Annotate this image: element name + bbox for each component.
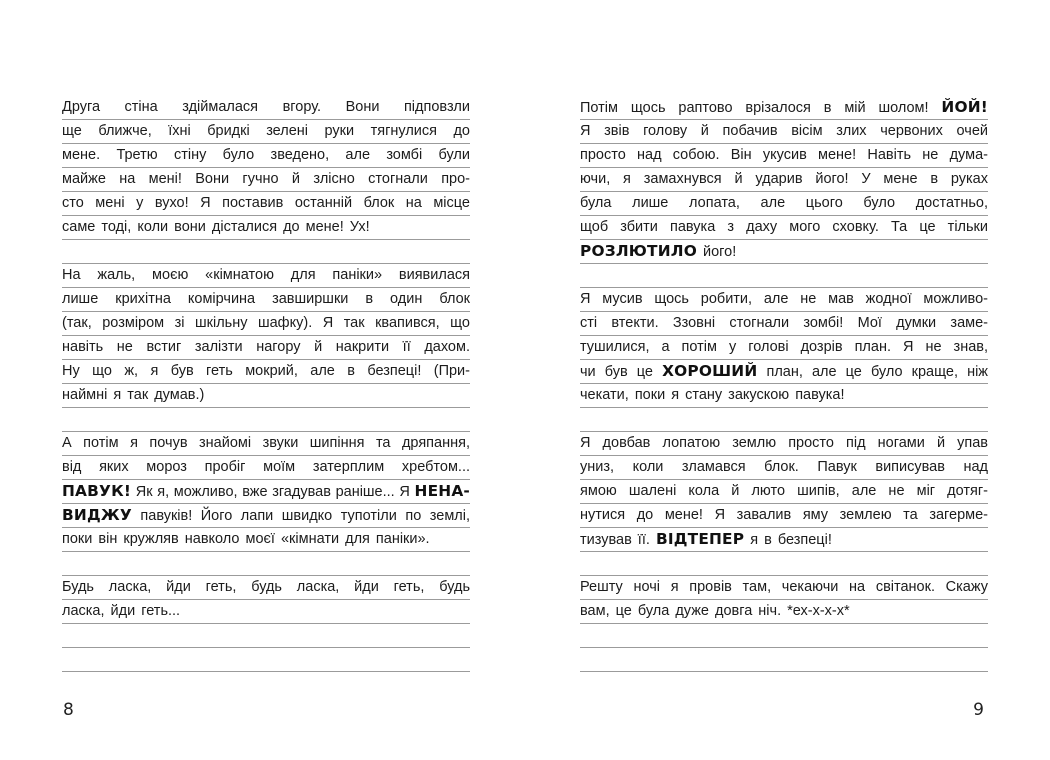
text-line bbox=[580, 528, 988, 552]
text-line bbox=[580, 360, 988, 384]
text-run: Я довбав лопатою землю просто під ногами й упав bbox=[580, 435, 988, 451]
text-line bbox=[580, 216, 988, 240]
blank-ruled-line bbox=[580, 408, 988, 432]
text-run: від яких мороз пробіг моїм затерплим хребтом... bbox=[62, 459, 470, 475]
text-line bbox=[580, 288, 988, 312]
text-run: Я мусив щось робити, але не мав жодної можливо- bbox=[580, 291, 988, 307]
text-run: Я звів голову й побачив вісім злих червоних очей bbox=[580, 123, 988, 139]
text-run: чекати, поки я стану закускою павука! bbox=[580, 387, 845, 403]
text-run: ямою шалені кола й люто шипів, але не міг дотяг- bbox=[580, 483, 988, 499]
emphasis-word: ВІДТЕПЕР bbox=[655, 530, 745, 548]
text-run: майже на мені! Вони гучно й злісно стогнали про- bbox=[62, 171, 470, 187]
text-line bbox=[580, 384, 988, 408]
emphasis-word: ПАВУК! bbox=[62, 482, 132, 500]
emphasis-word: ХОРОШИЙ bbox=[662, 362, 758, 380]
text-run: нутися до мене! Я завалив яму землею та загерме- bbox=[580, 507, 988, 523]
text-line bbox=[62, 144, 470, 168]
blank-ruled-line bbox=[580, 648, 988, 672]
text-run: Друга стіна здіймалася вгору. Вони підповзли bbox=[62, 99, 470, 115]
text-line bbox=[62, 96, 470, 120]
text-run: мене. Третю стіну було зведено, але зомбі були bbox=[62, 147, 470, 163]
text-run: чи був це bbox=[580, 364, 663, 380]
text-line bbox=[580, 576, 988, 600]
blank-ruled-line bbox=[62, 624, 470, 648]
text-run: А потім я почув знайомі звуки шипіння та дряпання, bbox=[62, 435, 470, 451]
text-run: павуків! Його лапи швидко тупотіли по землі, bbox=[131, 508, 470, 524]
text-line bbox=[62, 312, 470, 336]
text-run: (так, розміром зі шкільну шафку). Я так квапився, що bbox=[62, 315, 470, 331]
text-run: поки він кружляв навколо моєї «кімнати для паніки». bbox=[62, 531, 430, 547]
text-run: саме тоді, коли вони дісталися до мене! Ух! bbox=[62, 219, 370, 235]
book-page-right bbox=[580, 96, 988, 672]
text-run: наймні я так думав.) bbox=[62, 387, 205, 403]
blank-ruled-line bbox=[62, 240, 470, 264]
text-run: ючи, я замахнувся й ударив його! У мене в руках bbox=[580, 171, 988, 187]
emphasis-word: РОЗЛЮТИЛО bbox=[580, 242, 697, 260]
text-line bbox=[62, 600, 470, 624]
text-line bbox=[580, 144, 988, 168]
text-line bbox=[62, 288, 470, 312]
text-line bbox=[62, 432, 470, 456]
page-number: 8 bbox=[63, 700, 74, 720]
text-line bbox=[62, 456, 470, 480]
text-line bbox=[62, 576, 470, 600]
text-line bbox=[62, 168, 470, 192]
text-line bbox=[580, 600, 988, 624]
text-run: ще ближче, їхні бридкі зелені руки тягнулися до bbox=[62, 123, 470, 139]
text-run: щоб збити павука з даху мого сховку. Та це тільки bbox=[580, 219, 988, 235]
text-line bbox=[62, 504, 470, 528]
text-run: навіть не встиг залізти нагору й накрити її дахом. bbox=[62, 339, 470, 355]
text-line bbox=[580, 504, 988, 528]
text-run: його! bbox=[696, 244, 737, 260]
text-run: Ну що ж, я був геть мокрий, але в безпеці! (При- bbox=[62, 363, 470, 379]
blank-ruled-line bbox=[580, 552, 988, 576]
text-line bbox=[62, 264, 470, 288]
text-line bbox=[580, 336, 988, 360]
blank-ruled-line bbox=[580, 264, 988, 288]
text-run: Потім щось раптово врізалося в мій шолом! bbox=[580, 100, 942, 116]
book-page-left bbox=[62, 96, 470, 672]
text-run: тушилися, а потім у голові дозрів план. Я не знав, bbox=[580, 339, 988, 355]
text-run: тизував її. bbox=[580, 532, 656, 548]
text-line bbox=[62, 480, 470, 504]
emphasis-word: ЙОЙ! bbox=[941, 98, 988, 116]
text-run: Будь ласка, йди геть, будь ласка, йди геть, будь bbox=[62, 579, 470, 595]
text-run: сті втекти. Ззовні стогнали зомбі! Мої думки заме- bbox=[580, 315, 988, 331]
blank-ruled-line bbox=[62, 648, 470, 672]
text-line bbox=[62, 528, 470, 552]
text-line bbox=[580, 456, 988, 480]
text-run: ласка, йди геть... bbox=[62, 603, 181, 619]
text-run: Решту ночі я провів там, чекаючи на світанок. Скажу bbox=[580, 579, 988, 595]
text-run: просто над собою. Він укусив мене! Навіть не дума- bbox=[580, 147, 988, 163]
text-run: лише крихітна комірчина завширшки в один блок bbox=[62, 291, 470, 307]
emphasis-word: ВИДЖУ bbox=[62, 506, 132, 524]
text-run: план, але це було краще, ніж bbox=[757, 364, 988, 380]
text-line bbox=[62, 216, 470, 240]
text-line bbox=[62, 120, 470, 144]
text-line bbox=[580, 240, 988, 264]
text-run: сто мені у вухо! Я поставив останній блок на місце bbox=[62, 195, 470, 211]
text-run: була лише лопата, але цього було достатньо, bbox=[580, 195, 988, 211]
text-line bbox=[62, 360, 470, 384]
text-run: На жаль, моєю «кімнатою для паніки» виявилася bbox=[62, 267, 470, 283]
blank-ruled-line bbox=[62, 552, 470, 576]
text-line bbox=[580, 120, 988, 144]
text-line bbox=[580, 168, 988, 192]
blank-ruled-line bbox=[580, 624, 988, 648]
emphasis-word: НЕНА- bbox=[414, 482, 470, 500]
blank-ruled-line bbox=[62, 408, 470, 432]
text-run: я в безпеці! bbox=[744, 532, 832, 548]
text-line bbox=[62, 336, 470, 360]
text-line bbox=[580, 480, 988, 504]
text-line bbox=[62, 384, 470, 408]
text-run: Як я, можливо, вже згадував раніше... Я bbox=[131, 484, 415, 500]
text-line bbox=[580, 192, 988, 216]
page-number: 9 bbox=[973, 700, 984, 720]
text-run: вам, це була дуже довга ніч. *ех-х-х-х* bbox=[580, 603, 850, 619]
text-line bbox=[580, 432, 988, 456]
text-run: униз, коли зламався блок. Павук виписував над bbox=[580, 459, 988, 475]
text-line bbox=[580, 96, 988, 120]
text-line bbox=[580, 312, 988, 336]
text-line bbox=[62, 192, 470, 216]
